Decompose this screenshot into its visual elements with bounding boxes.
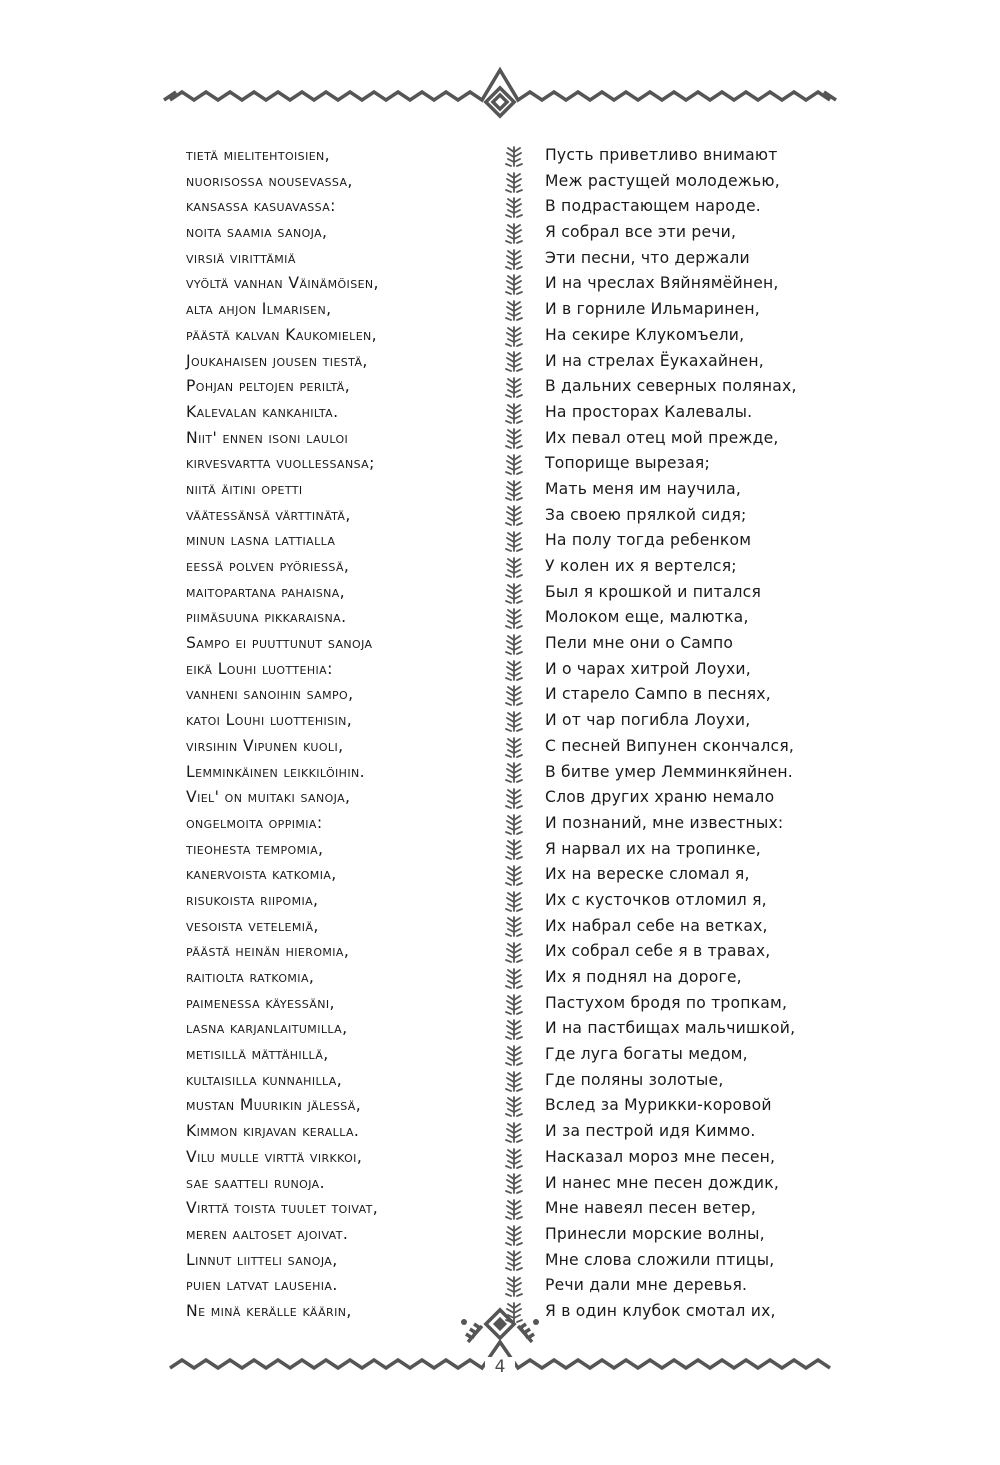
russian-verse-line: Молоком еще, малютка,: [545, 608, 749, 627]
finnish-verse-line: raitiolta ratkomia,: [186, 968, 315, 986]
finnish-verse-line: kultaisilla kunnahilla,: [186, 1070, 343, 1089]
sprig-ornament-icon: [500, 708, 528, 734]
sprig-ornament-icon: [500, 271, 528, 297]
russian-verse-line: Мне слова сложили птицы,: [545, 1250, 775, 1269]
sprig-ornament-icon: [500, 451, 528, 477]
finnish-verse-line: ongelmoita oppimia:: [186, 813, 323, 832]
sprig-ornament-icon: [500, 811, 528, 837]
sprig-ornament-icon: [500, 323, 528, 349]
bottom-ornamental-border: [160, 1302, 840, 1410]
russian-verse-line: И от чар погибла Лоухи,: [545, 711, 751, 730]
russian-verse-line: На секире Клукомъели,: [545, 325, 745, 344]
sprig-ornament-icon: [500, 682, 528, 708]
sprig-ornament-icon: [500, 400, 528, 426]
russian-verse-line: Их я поднял на дороге,: [545, 968, 742, 986]
russian-verse-line: Пусть приветливо внимают: [545, 146, 778, 164]
russian-verse-line: Речи дали мне деревья.: [545, 1276, 748, 1295]
russian-verse-line: Их певал отец мой прежде,: [545, 428, 779, 447]
russian-verse-line: Мать меня им научила,: [545, 479, 741, 498]
russian-verse-line: Пели мне они о Сампо: [545, 634, 734, 653]
finnish-verse-line: virsihin Vipunen kuoli,: [186, 736, 344, 755]
finnish-verse-line: paimenessa käyessäni,: [186, 993, 335, 1012]
sprig-ornament-icon: [500, 837, 528, 863]
russian-verse-line: Мне навеял песен ветер,: [545, 1199, 757, 1218]
sprig-ornament-icon: [500, 631, 528, 657]
finnish-verse-line: kanervoista katkomia,: [186, 865, 337, 884]
russian-verse-line: С песней Випунен скончался,: [545, 736, 795, 755]
sprig-ornament-icon: [500, 297, 528, 323]
russian-verse-line: И на стрелах Ёукахайнен,: [545, 351, 764, 370]
sprig-ornament-icon: [500, 914, 528, 940]
finnish-verse-line: Linnut liitteli sanoja,: [186, 1250, 338, 1269]
finnish-verse-line: vesoista vetelemiä,: [186, 916, 319, 935]
finnish-verse-line: piimäsuuna pikkaraisna.: [186, 608, 347, 627]
russian-verse-line: Где луга богаты медом,: [545, 1045, 748, 1064]
russian-verse-line: И на чреслах Вяйнямёйнен,: [545, 274, 779, 293]
finnish-verse-line: Kalevalan kankahilta.: [186, 402, 339, 421]
sprig-ornament-icon: [500, 194, 528, 220]
sprig-ornament-icon: [500, 554, 528, 580]
sprig-ornament-icon: [500, 426, 528, 452]
finnish-verse-line: vanheni sanoihin sampo,: [186, 685, 354, 704]
sprig-ornament-icon: [500, 888, 528, 914]
sprig-ornament-icon: [500, 991, 528, 1017]
finnish-verse-line: päästä heinän hieromia,: [186, 942, 350, 961]
russian-verse-line: Где поляны золотые,: [545, 1070, 724, 1089]
russian-verse-line: Я собрал все эти речи,: [545, 223, 737, 242]
sprig-ornament-icon: [500, 760, 528, 786]
finnish-verse-line: Pohjan peltojen periltä,: [186, 377, 351, 396]
sprig-ornament-icon: [500, 862, 528, 888]
sprig-ornament-icon: [500, 169, 528, 195]
finnish-verse-line: väätessänsä värttinätä,: [186, 505, 351, 524]
russian-verse-line: Меж растущей молодежью,: [545, 171, 780, 190]
russian-verse-line: Эти песни, что держали: [545, 248, 750, 267]
finnish-verse-line: Virttä toista tuulet toivat,: [186, 1199, 379, 1218]
sprig-ornament-icon: [500, 580, 528, 606]
finnish-verse-line: niitä äitini opetti: [186, 479, 303, 498]
sprig-ornament-icon: [500, 1171, 528, 1197]
sprig-ornament-icon: [500, 220, 528, 246]
russian-verse-line: На просторах Калевалы.: [545, 402, 753, 421]
finnish-verse-line: noita saamia sanoja,: [186, 223, 328, 242]
sprig-ornament-icon: [500, 1119, 528, 1145]
sprig-ornament-icon: [500, 1145, 528, 1171]
russian-verse-line: Насказал мороз мне песен,: [545, 1147, 776, 1166]
russian-verse-line: В дальних северных полянах,: [545, 377, 797, 396]
finnish-verse-line: lasna karjanlaitumilla,: [186, 1019, 348, 1038]
sprig-ornament-icon: [500, 1222, 528, 1248]
finnish-verse-line: eessä polven pyöriessä,: [186, 557, 350, 575]
finnish-verse-line: sae saatteli runoja.: [186, 1173, 325, 1192]
finnish-verse-line: puien latvat lausehia.: [186, 1276, 338, 1295]
sprig-ornament-icon: [500, 734, 528, 760]
finnish-verse-line: Ne minä kerälle käärin,: [186, 1301, 352, 1320]
ornament-column: [500, 143, 528, 1325]
finnish-verse-line: Kimmon kirjavan keralla.: [186, 1122, 360, 1141]
russian-verse-line: Слов других храню немало: [545, 788, 775, 807]
russian-verse-line: Принесли морские волны,: [545, 1224, 765, 1243]
russian-verse-line: И за пестрой идя Киммо.: [545, 1122, 756, 1141]
russian-verse-line: За своею прялкой сидя;: [545, 505, 747, 524]
russian-verse-line: Их набрал себе на ветках,: [545, 916, 768, 935]
finnish-verse-line: meren aaltoset ajoivat.: [186, 1224, 349, 1243]
russian-verse-line: Топорище вырезая;: [545, 454, 710, 473]
finnish-verse-line: kirvesvartta vuollessansa;: [186, 454, 375, 473]
finnish-verse-line: tieohesta tempomia,: [186, 839, 324, 858]
finnish-verse-line: virsiä virittämiä: [186, 248, 296, 267]
finnish-verse-line: päästä kalvan Kaukomielen,: [186, 325, 378, 344]
russian-verse-line: Вслед за Мурикки-коровой: [545, 1096, 772, 1115]
sprig-ornament-icon: [500, 503, 528, 529]
page-number: 4: [485, 1357, 515, 1377]
finnish-verse-line: Vilu mulle virttä virkkoi,: [186, 1147, 363, 1166]
sprig-ornament-icon: [500, 477, 528, 503]
russian-verse-line: Пастухом бродя по тропкам,: [545, 993, 788, 1012]
finnish-verse-line: mustan Muurikin jälessä,: [186, 1096, 362, 1115]
sprig-ornament-icon: [500, 246, 528, 272]
finnish-verse-line: katoi Louhi luottehisin,: [186, 711, 353, 730]
finnish-verse-line: Lemminkäinen leikkilöihin.: [186, 762, 365, 781]
finnish-verse-line: Sampo ei puuttunut sanoja: [186, 634, 373, 653]
russian-verse-line: И на пастбищах мальчишкой,: [545, 1019, 796, 1038]
sprig-ornament-icon: [500, 143, 528, 169]
russian-verse-line: На полу тогда ребенком: [545, 531, 752, 550]
russian-verse-line: Я нарвал их на тропинке,: [545, 839, 761, 858]
sprig-ornament-icon: [500, 1248, 528, 1274]
finnish-verse-line: kansassa kasuavassa:: [186, 197, 336, 216]
top-ornamental-border: [160, 62, 840, 132]
finnish-verse-column: [186, 143, 486, 1325]
sprig-ornament-icon: [500, 657, 528, 683]
russian-verse-line: Их собрал себе я в травах,: [545, 942, 771, 961]
sprig-ornament-icon: [500, 965, 528, 991]
russian-verse-line: И о чарах хитрой Лоухи,: [545, 659, 751, 678]
finnish-verse-line: nuorisossa nousevassa,: [186, 171, 353, 190]
finnish-verse-line: eikä Louhi luottehia:: [186, 659, 333, 678]
sprig-ornament-icon: [500, 528, 528, 554]
finnish-verse-line: Viel' on muitaki sanoja,: [186, 788, 351, 807]
sprig-ornament-icon: [500, 1093, 528, 1119]
russian-verse-line: Их на вереске сломал я,: [545, 865, 750, 884]
russian-verse-line: И в горниле Ильмаринен,: [545, 300, 760, 319]
finnish-verse-line: maitopartana pahaisna,: [186, 582, 346, 601]
finnish-verse-line: vyöltä vanhan Väinämöisen,: [186, 274, 379, 293]
finnish-verse-line: risukoista riipomia,: [186, 890, 319, 909]
finnish-verse-line: Joukahaisen jousen tiestä,: [186, 351, 368, 370]
sprig-ornament-icon: [500, 939, 528, 965]
finnish-verse-line: tietä mielitehtoisien,: [186, 146, 331, 164]
sprig-ornament-icon: [500, 785, 528, 811]
finnish-verse-line: alta ahjon Ilmarisen,: [186, 300, 332, 319]
russian-verse-line: У колен их я вертелся;: [545, 557, 737, 575]
finnish-verse-line: minun lasna lattialla: [186, 531, 336, 550]
russian-verse-line: Я в один клубок смотал их,: [545, 1301, 776, 1320]
russian-verse-line: И познаний, мне известных:: [545, 813, 784, 832]
sprig-ornament-icon: [500, 605, 528, 631]
russian-verse-line: В подрастающем народе.: [545, 197, 761, 216]
russian-verse-line: И нанес мне песен дождик,: [545, 1173, 779, 1192]
russian-verse-column: [545, 143, 835, 1325]
sprig-ornament-icon: [500, 1016, 528, 1042]
russian-verse-line: И старело Сампо в песнях,: [545, 685, 771, 704]
sprig-ornament-icon: [500, 1068, 528, 1094]
russian-verse-line: В битве умер Лемминкяйнен.: [545, 762, 793, 781]
sprig-ornament-icon: [500, 1273, 528, 1299]
sprig-ornament-icon: [500, 374, 528, 400]
sprig-ornament-icon: [500, 1196, 528, 1222]
sprig-ornament-icon: [500, 1042, 528, 1068]
finnish-verse-line: Niit' ennen isoni lauloi: [186, 428, 349, 447]
russian-verse-line: Был я крошкой и питался: [545, 582, 762, 601]
finnish-verse-line: metisillä mättähillä,: [186, 1045, 329, 1064]
sprig-ornament-icon: [500, 349, 528, 375]
russian-verse-line: Их с кусточков отломил я,: [545, 890, 767, 909]
